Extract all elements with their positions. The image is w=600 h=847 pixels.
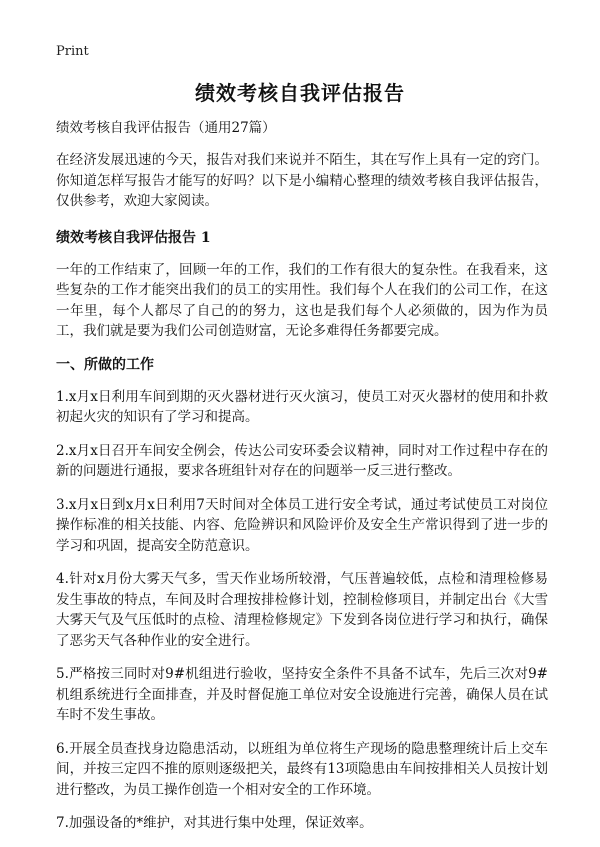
list-item: 5.严格按三同时对9#机组进行验收，坚持安全条件不具备不试车，先后三次对9#机组系统进行全面排查，并及时督促施工单位对安全设施进行完善，确保人员在试车时不发生事故。 — [56, 666, 548, 723]
page-title: 绩效考核自我评估报告 — [195, 81, 405, 105]
section-heading: 绩效考核自我评估报告 1 — [56, 229, 211, 246]
list-item: 4.针对x月份大雾天气多，雪天作业场所较滑，气压普遍较低，点检和清理检修易发生事故的特点，车间及时合理按排检修计划，控制检修项目，并制定出台《大雪大雾天气及气压低时的点检、清理检修规定》下发到各岗位进行学习和执行，确保了恶劣天气各种作业的安全进行。 — [56, 571, 548, 649]
work-done-heading: 一、所做的工作 — [56, 356, 154, 373]
list-item: 6.开展全员查找身边隐患活动，以班组为单位将生产现场的隐患整理统计后上交车间，并按三定四不推的原则逐级把关，最终有13项隐患由车间按排相关人员按计划进行整改，为员工操作创造一个相对安全的工作环境。 — [56, 740, 548, 798]
list-item: 2.x月x日召开车间安全例会，传达公司安环委会议精神，同时对工作过程中存在的新的问题进行通报，要求各班组针对存在的问题举一反三进行整改。 — [56, 442, 548, 479]
section-paragraph: 一年的工作结束了，回顾一年的工作，我们的工作有很大的复杂性。在我看来，这些复杂的工作才能突出我们的员工的实用性。我们每个人在我们的公司工作，在这一年里，每个人都尽了自己的的努力，这也是我们每个人必须做的，因为作为员工，我们就是要为我们公司创造财富，无论多难得任务都要完成。 — [56, 261, 548, 339]
document-subtitle: 绩效考核自我评估报告（通用27篇） — [56, 120, 276, 136]
intro-paragraph: 在经济发展迅速的今天，报告对我们来说并不陌生，其在写作上具有一定的窍门。你知道怎样写报告才能写的好吗？以下是小编精心整理的绩效考核自我评估报告，仅供参考，欢迎大家阅读。 — [56, 152, 548, 209]
list-item: 1.x月x日利用车间到期的灭火器材进行灭火演习，使员工对灭火器材的使用和扑救初起火灾的知识有了学习和提高。 — [56, 388, 548, 425]
list-item: 7.加强设备的*维护，对其进行集中处理，保证效率。 — [56, 815, 373, 831]
list-item: 3.x月x日到x月x日利用7天时间对全体员工进行安全考试，通过考试使员工对岗位操作标准的相关技能、内容、危险辨识和风险评价及安全生产常识得到了进一步的学习和巩固，提高安全防范意识。 — [56, 496, 548, 554]
print-link[interactable]: Print — [56, 44, 89, 59]
document-body — [56, 118, 548, 847]
